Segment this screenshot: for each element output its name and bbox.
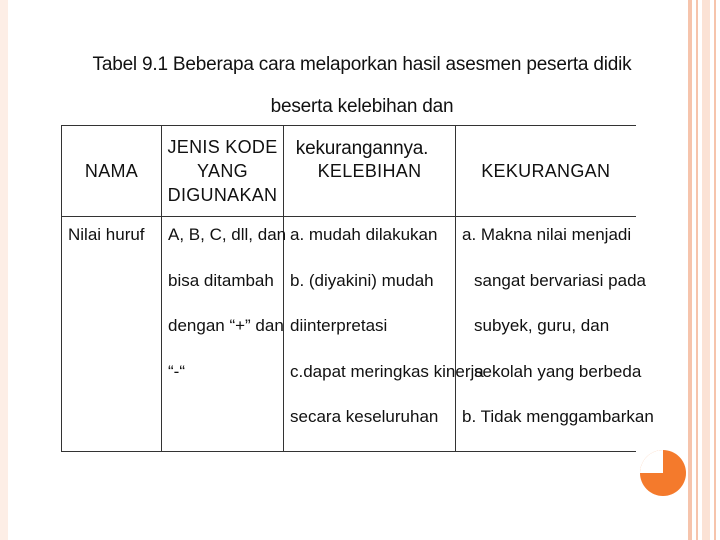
cell-line: “-“ [168, 361, 185, 381]
slide-left-border [0, 0, 8, 540]
cell-kekurangan [456, 217, 654, 452]
cell-line: b. Tidak menggambarkan [462, 407, 654, 426]
header-jenis-line: DIGUNAKAN [167, 185, 278, 205]
header-jenis-line: YANG [197, 161, 248, 181]
cell-line: dengan “+” dan [168, 316, 284, 335]
cell-line: sekolah yang berbeda [474, 361, 642, 381]
table-row [62, 217, 636, 452]
cell-line: secara keseluruhan [290, 407, 439, 426]
header-jenis-line: JENIS KODE [167, 137, 278, 157]
slide-border-stripe [688, 0, 692, 540]
slide-border-stripe [714, 0, 716, 540]
slide-border-stripe [696, 0, 698, 540]
header-kekurangan: KEKURANGAN [456, 126, 636, 217]
cell-jenis-kode [162, 217, 287, 452]
header-jenis-kode [162, 126, 284, 217]
assessment-report-table [61, 125, 654, 452]
cell-line: c.dapat meringkas kinerja [290, 361, 484, 381]
cell-line: a. mudah dilakukan [290, 225, 438, 244]
cell-line: sangat bervariasi pada [474, 270, 647, 290]
cell-line: b. (diyakini) mudah [290, 270, 434, 290]
cell-line: a. Makna nilai menjadi [462, 225, 632, 244]
cell-line: bisa ditambah [168, 270, 274, 290]
caption-line-1: Tabel 9.1 Beberapa cara melaporkan hasil asesmen peserta didik beserta kelebihan dan [92, 54, 632, 117]
slide-accent-circle [640, 450, 686, 496]
cell-kelebihan [284, 217, 484, 452]
table-header-row [62, 126, 636, 217]
cell-line: Nilai huruf [68, 225, 145, 244]
header-nama: NAMA [62, 126, 162, 217]
header-kelebihan: KELEBIHAN [284, 126, 456, 217]
cell-line: diinterpretasi [290, 316, 388, 335]
cell-nama [62, 217, 162, 452]
cell-line: A, B, C, dll, dan [168, 225, 287, 244]
caption-line-2: kekurangannya. [295, 138, 429, 159]
slide-border-stripe [702, 0, 710, 540]
cell-line: subyek, guru, dan [474, 316, 610, 335]
